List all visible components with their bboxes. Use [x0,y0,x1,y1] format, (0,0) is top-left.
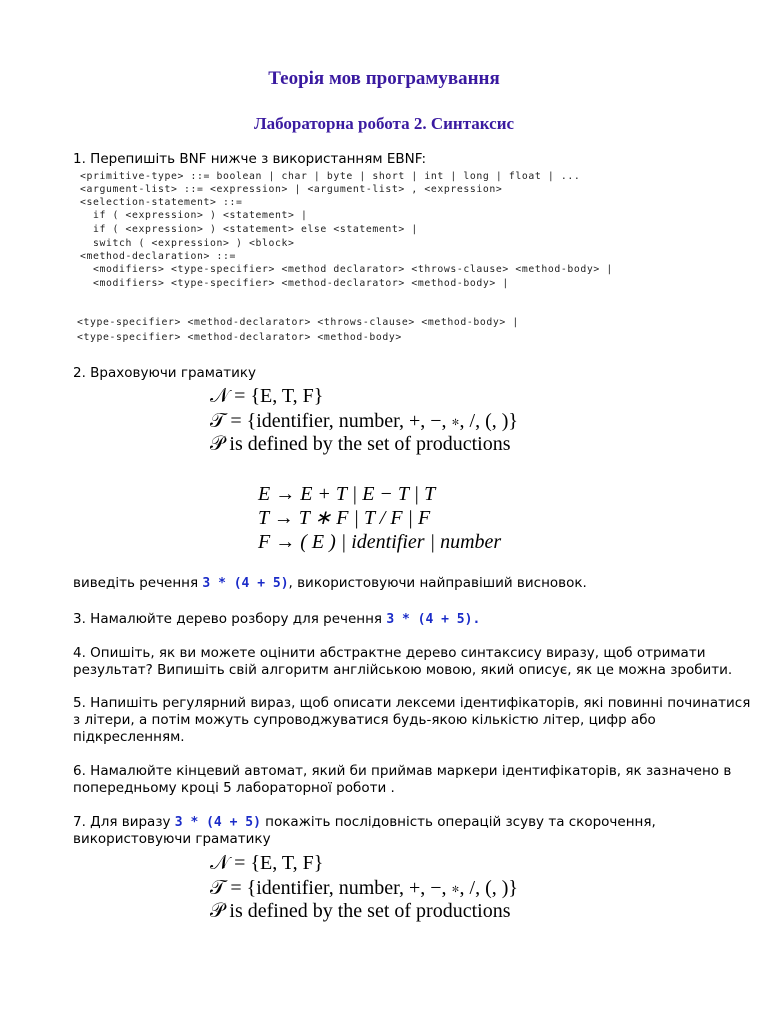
bnf-code-line: if ( <expression> ) <statement> else <statement> | [80,224,418,235]
bnf-code-line: <modifiers> <type-specifier> <method-declarator> <method-body> | [80,278,509,289]
bnf-code-line: switch ( <expression> ) <block> [80,238,295,249]
question-5-line: з літери, а потім можуть супроводжуватися будь-якою кількістю літер, цифр або [73,712,656,728]
question-2-text: 2. Враховуючи граматику [73,365,257,381]
question-3-text [73,611,480,628]
question-5-line: підкресленням. [73,729,185,745]
question-2-task [73,575,587,592]
question-4-line: 4. Опишіть, як ви можете оцінити абстрактне дерево синтаксису виразу, щоб отримати [73,645,706,661]
bnf-code-line: <primitive-type> ::= boolean | char | byte | short | int | long | float | ... [80,171,581,182]
bnf-code-line: <selection-statement> ::= [80,197,243,208]
grammar-nonterminals: 𝒩 = {E, T, F} [210,852,324,874]
question-4-line: результат? Випишіть свій алгоритм англійською мовою, який описує, як це можна зробити. [73,662,733,678]
question-7-pre: 7. Для виразу [73,814,175,830]
bnf-code-line: <type-specifier> <method-declarator> <method-body> [77,332,402,343]
bnf-code-line: <type-specifier> <method-declarator> <throws-clause> <method-body> | [77,317,519,328]
document-subtitle: Лабораторна робота 2. Синтаксис [253,114,515,133]
question-7-post: покажіть послідовність операцій зсуву та скорочення, [260,814,656,830]
grammar-production-t: T → T ∗ F | T / F | F [258,507,431,529]
question-2-task-pre: виведіть речення [73,575,203,591]
bnf-code-line: <argument-list> ::= <expression> | <argument-list> , <expression> [80,184,503,195]
bnf-code-line: if ( <expression> ) <statement> | [80,210,308,221]
grammar-production-e: E → E + T | E − T | T [258,483,436,505]
grammar-productions-label: 𝒫 is defined by the set of productions [210,433,511,455]
expression-highlight: 3 * (4 + 5) [386,612,473,627]
question-5-line: 5. Напишіть регулярний вираз, щоб описати лексеми ідентифікаторів, які повинні починатися [73,695,751,711]
question-7-line: використовуючи граматику [73,831,271,847]
question-1-text: 1. Перепишіть BNF нижче з використанням EBNF: [73,151,426,167]
question-2-task-post: , використовуючи найправіший висновок. [288,575,587,591]
grammar-production-f: F → ( E ) | identifier | number [258,531,502,553]
document-title: Теорія мов програмування [268,68,500,89]
expression-highlight: 3 * (4 + 5) [202,576,289,591]
bnf-code-line: <modifiers> <type-specifier> <method declarator> <throws-clause> <method-body> | [80,264,613,275]
grammar-terminals: 𝒯 = {identifier, number, +, −, ∗, /, (, )} [210,410,519,432]
grammar-terminals: 𝒯 = {identifier, number, +, −, ∗, /, (, )} [210,877,519,899]
question-3-pre: 3. Намалюйте дерево розбору для речення [73,611,387,627]
expression-highlight: 3 * (4 + 5) [174,815,261,830]
question-3-post: . [472,612,481,627]
question-6-line: 6. Намалюйте кінцевий автомат, який би приймав маркери ідентифікаторів, як зазначено в [73,763,732,779]
grammar-productions-label: 𝒫 is defined by the set of productions [210,900,511,922]
question-6-line: попередньому кроці 5 лабораторної роботи . [73,780,395,796]
question-7-line [73,814,656,831]
bnf-code-line: <method-declaration> ::= [80,251,236,262]
grammar-nonterminals: 𝒩 = {E, T, F} [210,385,324,407]
